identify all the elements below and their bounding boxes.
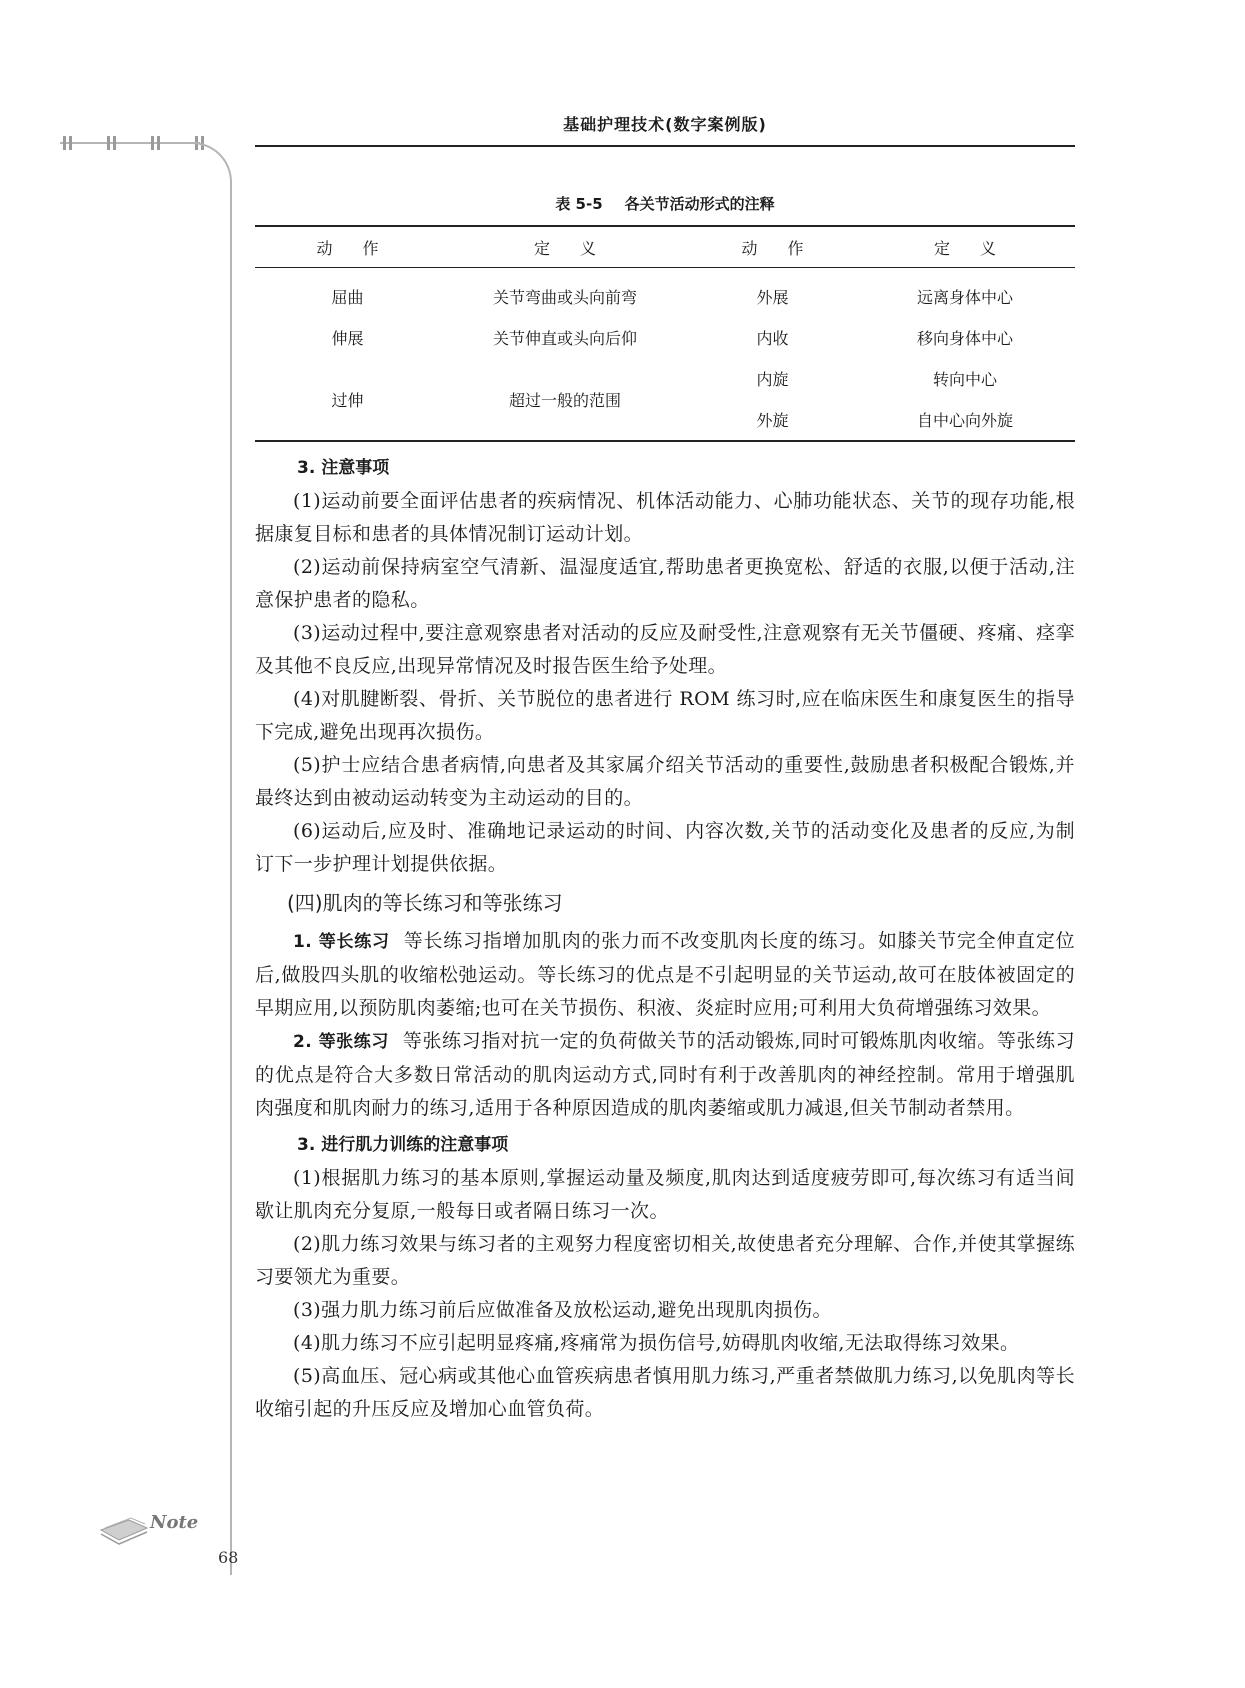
- bar-glyph: [60, 136, 76, 150]
- column-header: 动作: [255, 226, 440, 268]
- paragraph-lead: 2. 等张练习: [293, 1032, 389, 1052]
- column-header: 定义: [440, 226, 690, 268]
- paragraph: [255, 925, 1075, 1025]
- table-row: [255, 268, 1075, 318]
- table-cell: 关节弯曲或头向前弯: [492, 288, 637, 307]
- table-cell: 远离身体中心: [916, 288, 1013, 307]
- paragraph-text: 等长练习指增加肌肉的张力而不改变肌肉长度的练习。如膝关节完全伸直定位后,做股四头肌的收缩松弛运动。等长练习的优点是不引起明显的关节运动,故可在肢体被固定的早期应用,以预防肌肉萎缩;也可在关节损伤、积液、炎症时应用;可利用大负荷增强练习效果。: [255, 930, 1075, 1019]
- running-header: 基础护理技术(数字案例版): [563, 115, 767, 134]
- paragraph: (1)运动前要全面评估患者的疾病情况、机体活动能力、心肺功能状态、关节的现存功能,根据康复目标和患者的具体情况制订运动计划。: [255, 490, 1075, 545]
- subsection-heading: (四)肌肉的等长练习和等张练习: [287, 891, 563, 915]
- joint-movement-table: [255, 225, 1075, 442]
- section-heading: 3. 进行肌力训练的注意事项: [297, 1135, 509, 1155]
- table-row: [255, 358, 1075, 399]
- paragraph-text: 等张练习指对抗一定的负荷做关节的活动锻炼,同时可锻炼肌肉收缩。等张练习的优点是符合大多数日常活动的肌肉运动方式,同时有利于改善肌肉的神经控制。常用于增强肌肉强度和肌肉耐力的练习,适用于各种原因造成的肌肉萎缩或肌力减退,但关节制动者禁用。: [255, 1030, 1075, 1119]
- table-title: 各关节活动形式的注释: [624, 195, 775, 213]
- column-header: 定义: [855, 226, 1075, 268]
- page-number: 68: [218, 1548, 239, 1567]
- table-cell: 自中心向外旋: [916, 411, 1013, 430]
- paragraph: (3)强力肌力练习前后应做准备及放松运动,避免出现肌肉损伤。: [293, 1299, 832, 1321]
- paragraph: (5)护士应结合患者病情,向患者及其家属介绍关节活动的重要性,鼓励患者积极配合锻炼,并最终达到由被动运动转变为主动运动的目的。: [255, 754, 1075, 809]
- table-row: [255, 317, 1075, 358]
- paragraph: (1)根据肌力练习的基本原则,掌握运动量及频度,肌肉达到适度疲劳即可,每次练习有适当间歇让肌肉充分复原,一般每日或者隔日练习一次。: [255, 1167, 1075, 1222]
- paragraph: (3)运动过程中,要注意观察患者对活动的反应及耐受性,注意观察有无关节僵硬、疼痛、痉挛及其他不良反应,出现异常情况及时报告医生给予处理。: [255, 622, 1075, 677]
- table-cell: 外展: [756, 288, 789, 307]
- paragraph: (5)高血压、冠心病或其他心血管疾病患者慎用肌力练习,严重者禁做肌力练习,以免肌肉等长收缩引起的升压反应及增加心血管负荷。: [255, 1365, 1075, 1420]
- note-label: Note: [150, 1512, 199, 1533]
- table-cell: 转向中心: [932, 370, 997, 389]
- table-cell: 移向身体中心: [916, 329, 1013, 348]
- table-cell: 屈曲: [331, 288, 364, 307]
- table-number: 表 5-5: [555, 195, 603, 213]
- column-header: 动作: [690, 226, 855, 268]
- table-caption: [255, 193, 1075, 214]
- paragraph: [255, 1025, 1075, 1125]
- table-cell: 伸展: [331, 329, 364, 348]
- body-text: [255, 448, 1075, 1426]
- section-heading: 3. 注意事项: [297, 458, 390, 478]
- paragraph: (4)对肌腱断裂、骨折、关节脱位的患者进行 ROM 练习时,应在临床医生和康复医生的指导下完成,避免出现再次损伤。: [255, 688, 1075, 743]
- bar-glyph: [148, 136, 164, 150]
- paragraph: (2)肌力练习效果与练习者的主观努力程度密切相关,故使患者充分理解、合作,并使其掌握练习要领尤为重要。: [255, 1233, 1075, 1288]
- table-cell-merged: 超过一般的范围: [508, 390, 621, 410]
- table-cell: 内收: [756, 329, 789, 348]
- paragraph: (4)肌力练习不应引起明显疼痛,疼痛常为损伤信号,妨碍肌肉收缩,无法取得练习效果。: [293, 1332, 1020, 1354]
- table-header-row: [255, 226, 1075, 268]
- table-cell: 外旋: [756, 411, 789, 430]
- paragraph-lead: 1. 等长练习: [293, 932, 390, 952]
- table-cell: 内旋: [756, 370, 789, 389]
- margin-curve: [180, 142, 232, 194]
- bar-glyph: [104, 136, 120, 150]
- margin-vertical-rule: [230, 190, 232, 1575]
- table-cell-merged: 过伸: [331, 390, 364, 410]
- paragraph: (2)运动前保持病室空气清新、温湿度适宜,帮助患者更换宽松、舒适的衣服,以便于活动,注意保护患者的隐私。: [255, 556, 1075, 611]
- paragraph: (6)运动后,应及时、准确地记录运动的时间、内容次数,关节的活动变化及患者的反应,为制订下一步护理计划提供依据。: [255, 820, 1075, 875]
- header-rule: [255, 145, 1075, 147]
- table-cell: 关节伸直或头向后仰: [492, 329, 637, 348]
